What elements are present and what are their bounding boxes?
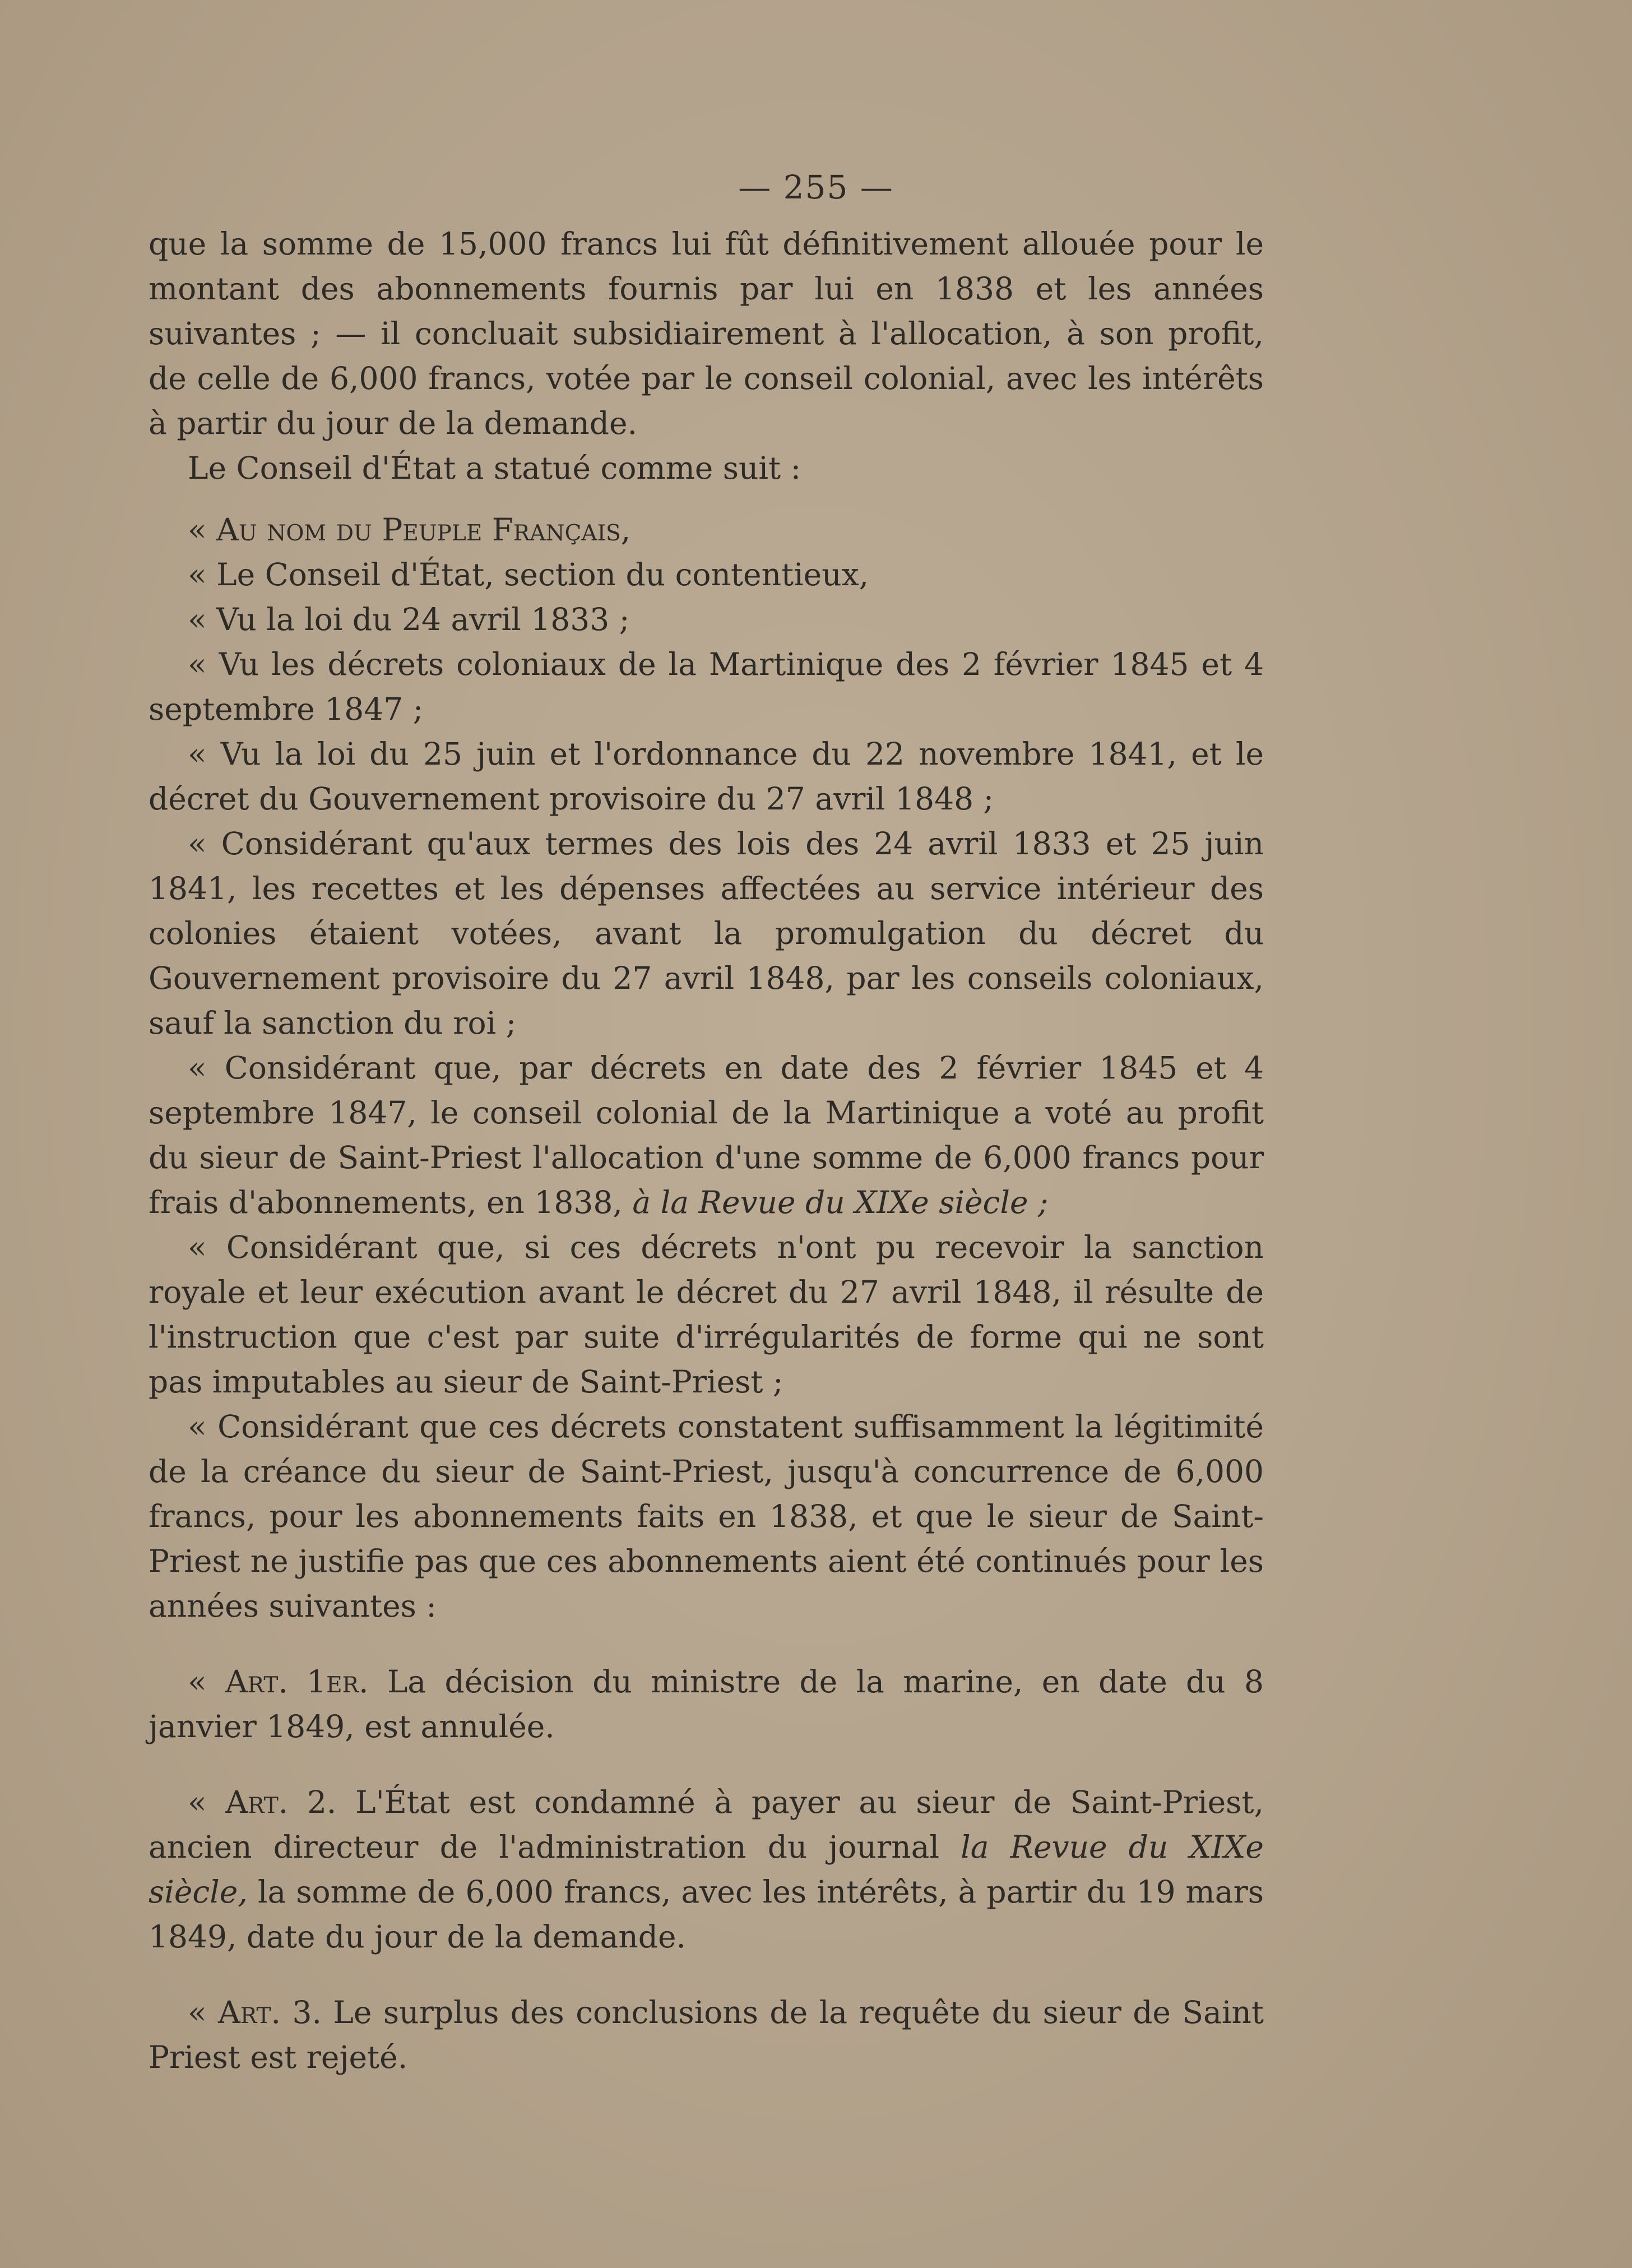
paragraph-council: « Le Conseil d'État, section du contentieux,	[188, 557, 869, 593]
body-text	[149, 221, 1264, 2080]
article-2	[149, 1780, 1264, 1959]
revue-title: à la Revue du XIXe siècle ;	[632, 1184, 1049, 1220]
paragraph-vu-loi: « Vu la loi du 24 avril 1833 ;	[188, 601, 630, 637]
article-2-label: « Art. 2.	[188, 1784, 337, 1820]
paragraph-considerant-2	[149, 1045, 1264, 1225]
article-3-text: Le surplus des conclusions de la requête du sieur de Saint Priest est rejeté.	[149, 1994, 1264, 2075]
paragraph-considerant-4: « Considérant que ces décrets constatent suffisamment la légitimité de la créance du sieur de Saint-Priest, jusqu'à concurrence de 6,000 francs, pour les abonnements faits en 1838, et que le sieur de Saint-Priest ne justifie pas que ces abonnements aient été continués pour les années suivantes :	[149, 1409, 1264, 1624]
paragraph-vu-ordonnance: « Vu la loi du 25 juin et l'ordonnance du 22 novembre 1841, et le décret du Gouvernement provisoire du 27 avril 1848 ;	[149, 736, 1264, 817]
article-3	[149, 1990, 1264, 2080]
article-1-label: « Art. 1er.	[188, 1664, 369, 1700]
article-3-label: « Art. 3.	[188, 1994, 322, 2030]
article-1	[149, 1659, 1264, 1749]
considerant-2-text: « Considérant que, par décrets en date des 2 février 1845 et 4 septembre 1847, le conseil colonial de la Martinique a voté au profit du sieur de Saint-Priest l'allocation d'une somme de 6,000 francs pour frais d'abonnements, en 1838,	[149, 1050, 1264, 1220]
page-number: — 255 —	[738, 168, 894, 206]
paragraph-considerant-1: « Considérant qu'aux termes des lois des 24 avril 1833 et 25 juin 1841, les recettes et les dépenses affectées au service intérieur des colonies étaient votées, avant la promulgation du décret du Gouvernement provisoire du 27 avril 1848, par les conseils coloniaux, sauf la sanction du roi ;	[149, 826, 1264, 1041]
article-2-tail: la somme de 6,000 francs, avec les intérêts, à partir du 19 mars 1849, date du jour de la demande.	[149, 1874, 1264, 1955]
decision-heading: « Au nom du Peuple Français,	[188, 512, 631, 548]
paragraph-continuation: que la somme de 15,000 francs lui fût définitivement allouée pour le montant des abonnements fournis par lui en 1838 et les années suivantes ; — il concluait subsidiairement à l'allocation, à son profit, de celle de 6,000 francs, votée par le conseil colonial, avec les intérêts à partir du jour de la demande.	[149, 226, 1264, 441]
paragraph-considerant-3: « Considérant que, si ces décrets n'ont pu recevoir la sanction royale et leur exécution avant le décret du 27 avril 1848, il résulte de l'instruction que c'est par suite d'irrégularités de forme qui ne sont pas imputables au sieur de Saint-Priest ;	[149, 1229, 1264, 1400]
journal-title: la Revue du XIXe siècle,	[149, 1829, 1264, 1910]
article-1-text: La décision du ministre de la marine, en date du 8 janvier 1849, est annulée.	[149, 1664, 1264, 1744]
paragraph-vu-decrets: « Vu les décrets coloniaux de la Martinique des 2 février 1845 et 4 septembre 1847 ;	[149, 646, 1264, 727]
paragraph-intro: Le Conseil d'État a statué comme suit :	[188, 450, 801, 486]
article-2-text: L'État est condamné à payer au sieur de Saint-Priest, ancien directeur de l'administration du journal	[149, 1784, 1264, 1865]
